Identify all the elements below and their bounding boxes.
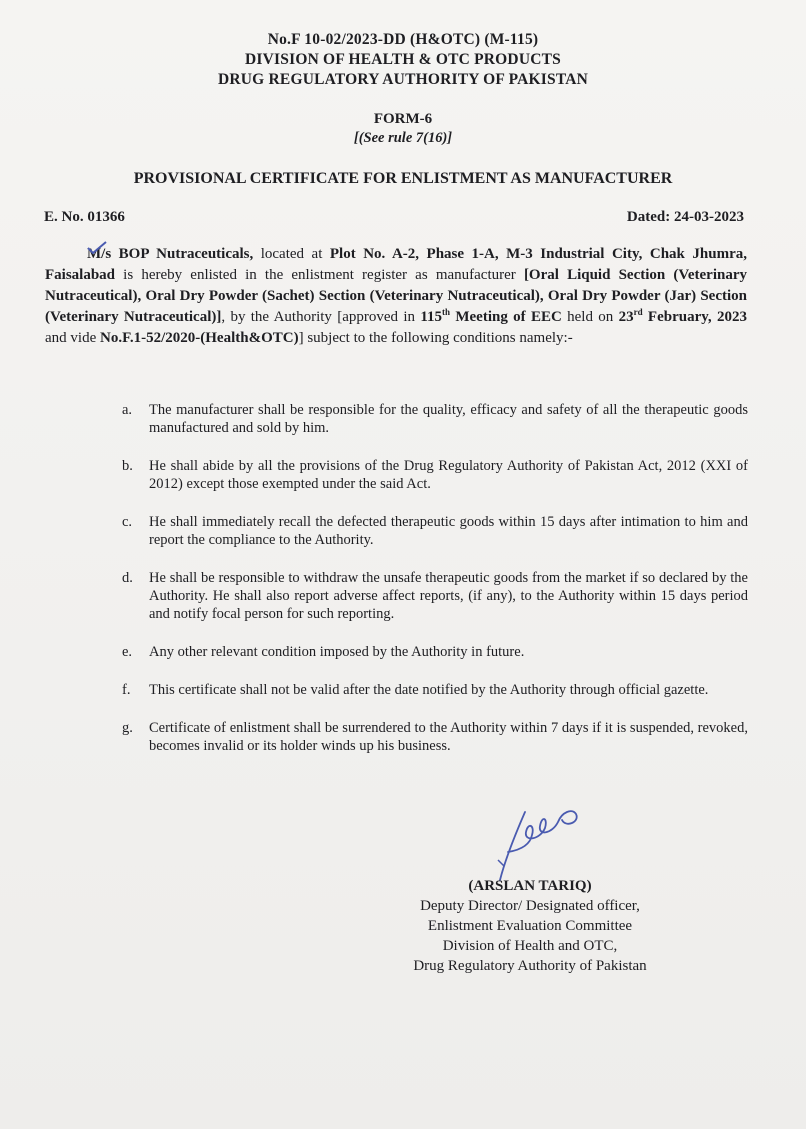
meeting-text: Meeting of EEC [450, 309, 562, 325]
condition-label: d. [122, 570, 133, 586]
condition-label: f. [122, 682, 131, 698]
condition-label: g. [122, 720, 133, 736]
meeting-date [619, 309, 747, 325]
file-number: No.F 10-02/2023-DD (H&OTC) (M-115) [267, 31, 539, 48]
condition-item [122, 643, 748, 661]
condition-text: He shall be responsible to withdraw the unsafe therapeutic goods from the market if so declared by the Authority. He shall also report adverse affect reports, (if any), to the Authority within 15 days period and notify focal person for such reporting. [149, 570, 748, 622]
conditions-list [122, 401, 748, 775]
form-title: FORM-6 [373, 111, 433, 127]
authority-heading: DRUG REGULATORY AUTHORITY OF PAKISTAN [218, 71, 588, 88]
company-address: Plot No. A-2, Phase 1-A, M-3 Industrial City, Chak Jhumra, Faisalabad [45, 246, 747, 283]
condition-item [122, 719, 748, 755]
signatory-designation: Deputy Director/ Designated officer, [420, 898, 640, 914]
division-heading: DIVISION OF HEALTH & OTC PRODUCTS [245, 51, 561, 68]
intro-paragraph [45, 244, 747, 349]
meeting-day-sup: rd [633, 307, 643, 317]
meeting-sup: th [442, 307, 451, 317]
condition-text: This certificate shall not be valid after the date notified by the Authority through official gazette. [149, 682, 709, 698]
enlistment-number: E. No. 01366 [44, 209, 125, 225]
signatory-block [380, 876, 680, 976]
condition-item [122, 569, 748, 623]
condition-item [122, 457, 748, 493]
intro-text: , by the Authority [approved in [221, 309, 421, 325]
signatory-division: Division of Health and OTC, [442, 938, 618, 954]
condition-text: He shall immediately recall the defected therapeutic goods within 15 days after intimation to him and report the compliance to the Authority. [149, 514, 748, 548]
certificate-title: PROVISIONAL CERTIFICATE FOR ENLISTMENT AS MANUFACTURER [133, 170, 673, 187]
meeting-day: 23 [618, 309, 634, 325]
rule-reference: [(See rule 7(16)] [353, 130, 453, 146]
meeting-number [420, 309, 561, 325]
condition-label: e. [122, 644, 133, 660]
intro-text: held on [561, 309, 619, 325]
meeting-date-text: February, 2023 [642, 309, 747, 325]
date-issued: Dated: 24-03-2023 [626, 209, 744, 225]
intro-text: ] subject to the following conditions namely:- [298, 330, 573, 346]
condition-label: b. [122, 458, 133, 474]
condition-text: He shall abide by all the provisions of the Drug Regulatory Authority of Pakistan Act, 2012 (XXI of 2012) except those exempted under the said Act. [149, 458, 748, 492]
signatory-name: (ARSLAN TARIQ) [468, 878, 592, 894]
condition-item [122, 401, 748, 437]
condition-label: a. [122, 402, 133, 418]
condition-label: c. [122, 514, 133, 530]
intro-text: and vide [45, 330, 100, 346]
tick-mark-icon [86, 240, 108, 256]
reference-number: No.F.1-52/2020-(Health&OTC) [99, 330, 299, 346]
signatory-committee: Enlistment Evaluation Committee [427, 918, 633, 934]
condition-item [122, 513, 748, 549]
condition-text: Any other relevant condition imposed by the Authority in future. [149, 644, 525, 660]
signatory-organization: Drug Regulatory Authority of Pakistan [413, 958, 647, 974]
intro-text: is hereby enlisted in the enlistment register as manufacturer [115, 267, 524, 283]
condition-text: The manufacturer shall be responsible for the quality, efficacy and safety of all the therapeutic goods manufactured and sold by him. [149, 402, 748, 436]
intro-text: located at [253, 246, 330, 262]
condition-text: Certificate of enlistment shall be surrendered to the Authority within 7 days if it is suspended, revoked, becomes invalid or its holder winds up his business. [149, 720, 748, 754]
condition-item [122, 681, 748, 699]
company-name: M/s BOP Nutraceuticals, [87, 246, 254, 262]
meeting-no: 115 [420, 309, 443, 325]
enlisted-sections: [Oral Liquid Section (Veterinary Nutraceutical), Oral Dry Powder (Sachet) Section (Veterinary Nutraceutical), Oral Dry Powder (Jar) Section (Veterinary Nutraceutical)] [45, 267, 747, 325]
